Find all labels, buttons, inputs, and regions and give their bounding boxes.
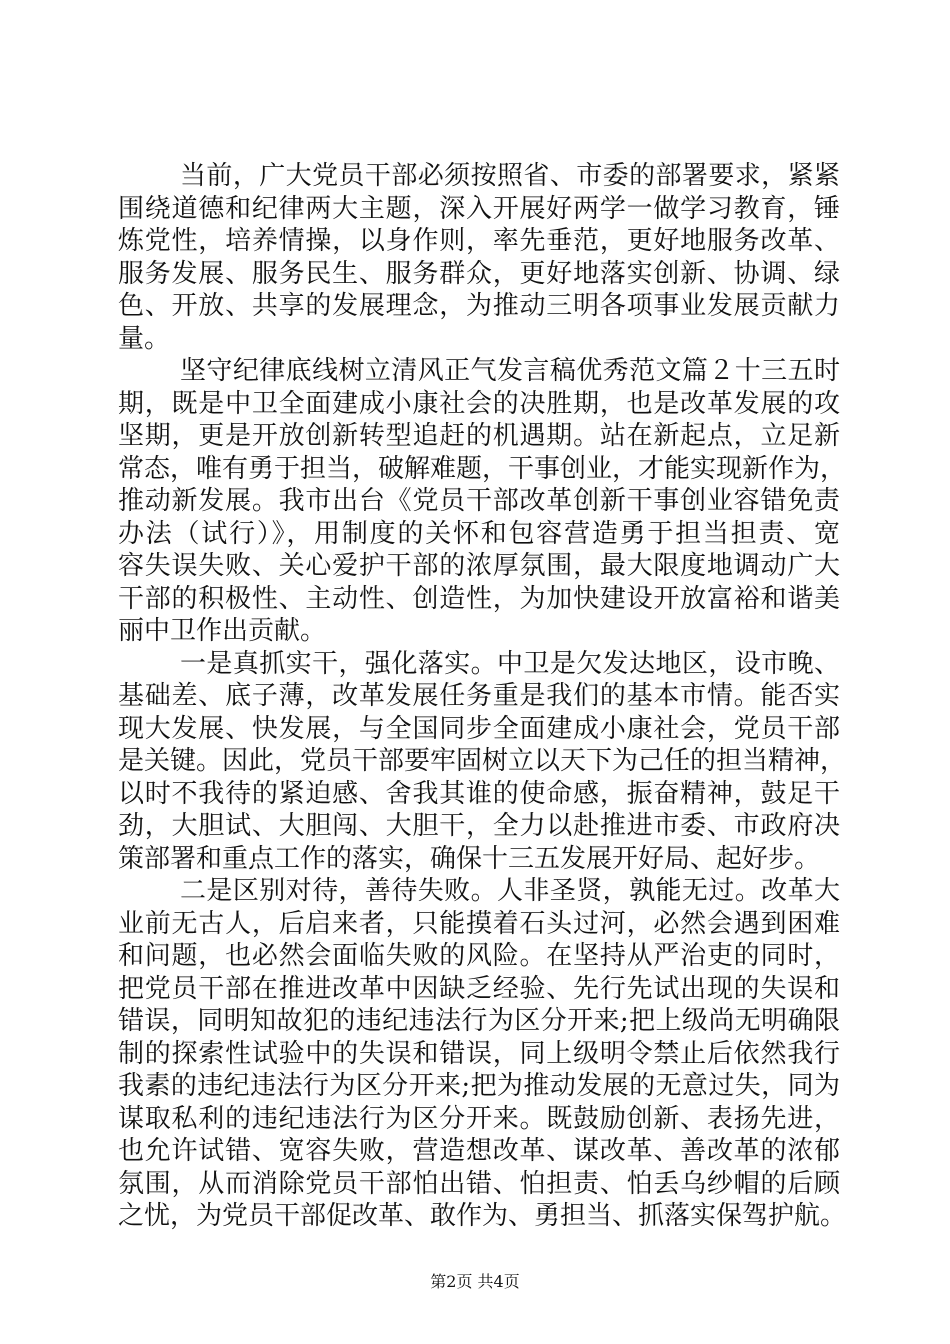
text-line: 策部署和重点工作的落实，确保十三五发展开好局、起好步。 bbox=[118, 843, 821, 874]
text-line: 把党员干部在推进改革中因缺乏经验、先行先试出现的失误和 bbox=[118, 973, 840, 1004]
text-line: 制的探索性试验中的失误和错误，同上级明令禁止后依然我行 bbox=[118, 1038, 840, 1069]
paragraph-1 bbox=[118, 160, 840, 355]
text-line: 一是真抓实干，强化落实。中卫是欠发达地区，设市晚、 bbox=[180, 648, 840, 679]
text-line: 错误，同明知故犯的违纪违法行为区分开来;把上级尚无明确限 bbox=[118, 1006, 840, 1036]
text-line: 谋取私利的违纪违法行为区分开来。既鼓励创新、表扬先进， bbox=[118, 1103, 840, 1134]
text-line: 我素的违纪违法行为区分开来;把为推动发展的无意过失，同为 bbox=[118, 1071, 840, 1101]
page-number-footer: 第2页 共4页 bbox=[430, 1272, 520, 1291]
text-line: 推动新发展。我市出台《党员干部改革创新干事创业容错免责 bbox=[118, 486, 840, 516]
text-line: 干部的积极性、主动性、创造性，为加快建设开放富裕和谐美 bbox=[118, 583, 840, 614]
text-line: 二是区别对待，善待失败。人非圣贤，孰能无过。改革大 bbox=[180, 876, 840, 906]
text-line: 坚守纪律底线树立清风正气发言稿优秀范文篇２十三五时 bbox=[180, 356, 840, 386]
text-line: 也允许试错、宽容失败，营造想改革、谋改革、善改革的浓郁 bbox=[118, 1136, 840, 1166]
document-body bbox=[118, 160, 847, 1233]
text-line: 量。 bbox=[118, 323, 171, 354]
text-line: 期，既是中卫全面建成小康社会的决胜期，也是改革发展的攻 bbox=[118, 388, 840, 419]
text-line: 业前无古人，后启来者，只能摸着石头过河，必然会遇到困难 bbox=[118, 908, 840, 939]
text-line: 炼党性，培养情操，以身作则，率先垂范，更好地服务改革、 bbox=[118, 226, 840, 256]
paragraph-3 bbox=[118, 648, 847, 876]
text-line: 色、开放、共享的发展理念，为推动三明各项事业发展贡献力 bbox=[118, 291, 840, 321]
text-line: 劲，大胆试、大胆闯、大胆干，全力以赴推进市委、市政府决 bbox=[118, 811, 840, 841]
text-line: 和问题，也必然会面临失败的风险。在坚持从严治吏的同时， bbox=[118, 941, 840, 971]
text-line: 当前，广大党员干部必须按照省、市委的部署要求，紧紧 bbox=[180, 161, 840, 191]
paragraph-2 bbox=[118, 355, 847, 648]
text-line: 以时不我待的紧迫感、舍我其谁的使命感，振奋精神，鼓足干 bbox=[118, 778, 840, 809]
text-line: 坚期，更是开放创新转型追赶的机遇期。站在新起点，立足新 bbox=[118, 421, 840, 451]
text-line: 服务发展、服务民生、服务群众，更好地落实创新、协调、绿 bbox=[118, 258, 840, 289]
text-line: 围绕道德和纪律两大主题，深入开展好两学一做学习教育，锤 bbox=[118, 193, 840, 224]
text-line: 现大发展、快发展，与全国同步全面建成小康社会，党员干部 bbox=[118, 713, 840, 744]
text-line: 办法（试行）》，用制度的关怀和包容营造勇于担当担责、宽 bbox=[118, 518, 840, 549]
text-line: 氛围，从而消除党员干部怕出错、怕担责、怕丢乌纱帽的后顾 bbox=[118, 1168, 840, 1199]
paragraph-4 bbox=[118, 875, 847, 1233]
text-line: 之忧，为党员干部促改革、敢作为、勇担当、抓落实保驾护航。 bbox=[118, 1201, 847, 1231]
text-line: 基础差、底子薄，改革发展任务重是我们的基本市情。能否实 bbox=[118, 681, 840, 711]
text-line: 容失误失败、关心爱护干部的浓厚氛围，最大限度地调动广大 bbox=[118, 551, 840, 581]
text-line: 丽中卫作出贡献。 bbox=[118, 616, 327, 646]
text-line: 是关键。因此，党员干部要牢固树立以天下为己任的担当精神， bbox=[118, 746, 847, 776]
text-line: 常态，唯有勇于担当，破解难题，干事创业，才能实现新作为， bbox=[118, 453, 847, 484]
